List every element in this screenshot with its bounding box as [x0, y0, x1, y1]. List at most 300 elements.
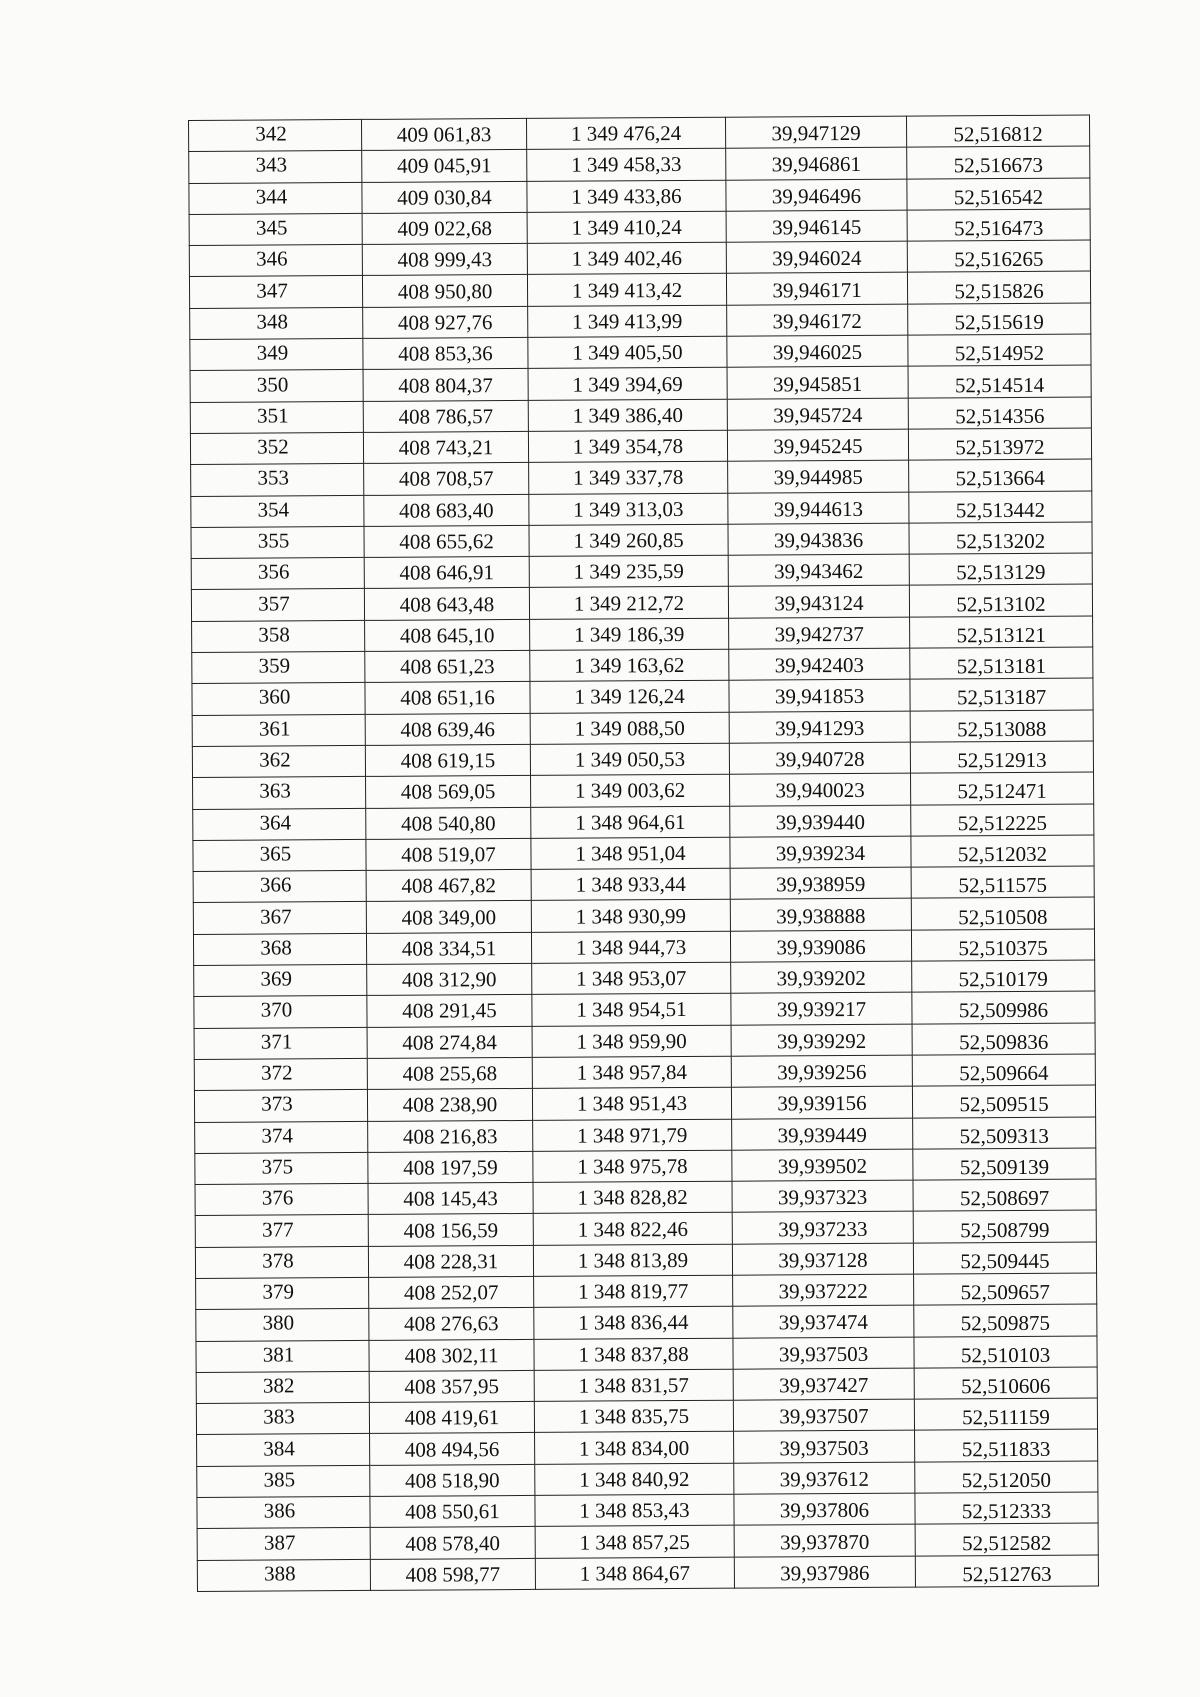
- latitude-cell: [728, 523, 909, 555]
- cell-value: 408 643,48: [399, 591, 495, 617]
- cell-value: 351: [256, 403, 289, 428]
- cell-value: 409 045,91: [396, 153, 492, 179]
- cell-value: 39,939217: [776, 997, 867, 1022]
- cell-value: 1 348 933,44: [575, 872, 686, 897]
- longitude-cell: [912, 960, 1095, 992]
- cell-value: 381: [262, 1342, 295, 1367]
- y-coordinate-cell: [528, 399, 727, 432]
- cell-value: 39,947129: [771, 121, 861, 146]
- cell-value: 408 651,16: [400, 685, 495, 711]
- cell-value: 52,513181: [956, 653, 1047, 679]
- longitude-cell: [914, 1367, 1097, 1399]
- cell-value: 39,943836: [773, 527, 864, 553]
- cell-value: 345: [255, 215, 288, 240]
- longitude-cell: [915, 1555, 1098, 1587]
- longitude-cell: [908, 303, 1091, 335]
- cell-value: 1 349 313,03: [573, 496, 684, 522]
- cell-value: 364: [259, 810, 292, 835]
- longitude-cell: [908, 428, 1091, 460]
- table-row: [189, 271, 1090, 308]
- cell-value: 39,939449: [777, 1122, 867, 1148]
- cell-value: 1 348 964,61: [575, 809, 686, 835]
- table-row: [195, 1148, 1096, 1185]
- longitude-cell: [907, 146, 1090, 178]
- point-number-cell: [192, 714, 365, 746]
- point-number-cell: [193, 902, 366, 934]
- cell-value: 408 302,11: [404, 1342, 499, 1368]
- x-coordinate-cell: [368, 1183, 533, 1215]
- x-coordinate-cell: [363, 400, 528, 432]
- cell-value: 408 786,57: [398, 403, 494, 429]
- table-row: [194, 1085, 1095, 1122]
- table-row: [196, 1336, 1097, 1373]
- cell-value: 1 348 857,25: [579, 1529, 690, 1555]
- table-row: [189, 240, 1090, 277]
- cell-value: 408 683,40: [399, 497, 494, 523]
- longitude-cell: [915, 1492, 1098, 1524]
- point-number-cell: [194, 996, 367, 1028]
- longitude-cell: [908, 365, 1091, 397]
- cell-value: 368: [260, 935, 292, 960]
- table-row: [196, 1398, 1097, 1435]
- table-row: [191, 522, 1092, 559]
- y-coordinate-cell: [533, 1150, 732, 1183]
- x-coordinate-cell: [366, 932, 531, 964]
- cell-value: 52,509836: [958, 1029, 1049, 1055]
- cell-value: 39,943462: [774, 559, 864, 584]
- point-number-cell: [196, 1371, 369, 1403]
- cell-value: 1 348 951,43: [576, 1091, 688, 1116]
- y-coordinate-cell: [530, 743, 729, 776]
- cell-value: 1 348 828,82: [577, 1185, 688, 1210]
- point-number-cell: [195, 1215, 368, 1247]
- latitude-cell: [727, 429, 908, 461]
- latitude-cell: [728, 460, 909, 492]
- cell-value: 408 467,82: [401, 873, 497, 898]
- latitude-cell: [727, 304, 908, 336]
- cell-value: 355: [257, 528, 290, 553]
- point-number-cell: [189, 245, 362, 277]
- cell-value: 374: [261, 1123, 294, 1148]
- cell-value: 1 348 840,92: [579, 1466, 690, 1492]
- latitude-cell: [730, 899, 911, 931]
- cell-value: 52,513202: [955, 528, 1046, 554]
- cell-value: 1 348 944,73: [575, 934, 687, 960]
- y-coordinate-cell: [534, 1338, 733, 1371]
- longitude-cell: [911, 804, 1094, 836]
- point-number-cell: [190, 307, 363, 339]
- point-number-cell: [190, 401, 363, 433]
- cell-value: 1 349 433,86: [571, 183, 682, 209]
- table-row: [193, 804, 1094, 841]
- longitude-cell: [909, 522, 1092, 554]
- latitude-cell: [726, 147, 907, 179]
- cell-value: 52,508799: [960, 1217, 1050, 1242]
- cell-value: 378: [262, 1248, 294, 1273]
- cell-value: 39,939502: [777, 1153, 868, 1179]
- cell-value: 383: [263, 1404, 295, 1429]
- table-row: [193, 929, 1094, 966]
- cell-value: 52,510375: [958, 935, 1048, 961]
- table-row: [192, 741, 1093, 778]
- latitude-cell: [726, 179, 907, 211]
- x-coordinate-cell: [364, 494, 529, 526]
- cell-value: 52,513442: [955, 497, 1046, 523]
- cell-value: 39,939256: [777, 1059, 867, 1085]
- table-row: [192, 710, 1093, 747]
- cell-value: 39,946172: [772, 308, 862, 334]
- cell-value: 408 999,43: [397, 247, 493, 273]
- point-number-cell: [194, 964, 367, 996]
- latitude-cell: [730, 773, 911, 805]
- cell-value: 408 578,40: [405, 1530, 501, 1556]
- cell-value: 408 276,63: [404, 1311, 499, 1337]
- point-number-cell: [195, 1152, 368, 1184]
- cell-value: 1 349 003,62: [574, 778, 686, 804]
- cell-value: 1 349 050,53: [574, 747, 686, 772]
- longitude-cell: [911, 897, 1094, 929]
- cell-value: 366: [259, 872, 292, 897]
- cell-value: 39,939202: [776, 966, 866, 991]
- point-number-cell: [195, 1246, 368, 1278]
- x-coordinate-cell: [362, 150, 527, 182]
- point-number-cell: [193, 933, 366, 965]
- latitude-cell: [732, 1211, 913, 1243]
- cell-value: 377: [261, 1216, 294, 1242]
- longitude-cell: [912, 1023, 1095, 1055]
- point-number-cell: [191, 589, 364, 621]
- longitude-cell: [910, 741, 1093, 773]
- longitude-cell: [914, 1273, 1097, 1305]
- cell-value: 1 348 813,89: [577, 1247, 689, 1273]
- y-coordinate-cell: [529, 587, 728, 620]
- cell-value: 39,939292: [776, 1028, 867, 1054]
- cell-value: 408 228,31: [403, 1248, 499, 1274]
- cell-value: 1 348 930,99: [575, 903, 687, 929]
- cell-value: 361: [258, 716, 291, 741]
- latitude-cell: [734, 1524, 915, 1556]
- cell-value: 52,512763: [962, 1561, 1052, 1587]
- point-number-cell: [193, 839, 366, 871]
- longitude-cell: [915, 1461, 1098, 1493]
- cell-value: 1 348 975,78: [577, 1153, 688, 1179]
- table-row: [197, 1429, 1098, 1466]
- cell-value: 408 197,59: [403, 1155, 498, 1180]
- cell-value: 52,513664: [955, 466, 1045, 491]
- point-number-cell: [190, 339, 363, 371]
- cell-value: 39,939234: [775, 840, 866, 866]
- cell-value: 52,512050: [961, 1467, 1052, 1493]
- y-coordinate-cell: [535, 1432, 734, 1465]
- y-coordinate-cell: [527, 242, 726, 275]
- cell-value: 342: [255, 121, 287, 146]
- longitude-cell: [909, 491, 1092, 523]
- point-number-cell: [194, 1090, 367, 1122]
- cell-value: 1 349 088,50: [574, 715, 685, 741]
- cell-value: 39,939440: [775, 809, 865, 835]
- cell-value: 52,510179: [958, 966, 1048, 992]
- cell-value: 408 804,37: [398, 372, 493, 398]
- latitude-cell: [728, 586, 909, 618]
- table-row: [194, 1054, 1095, 1091]
- cell-value: 39,944613: [773, 496, 864, 522]
- cell-value: 1 349 260,85: [573, 527, 684, 553]
- y-coordinate-cell: [531, 900, 730, 933]
- cell-value: 1 349 337,78: [572, 465, 684, 491]
- cell-value: 39,937612: [779, 1466, 870, 1492]
- latitude-cell: [730, 930, 911, 962]
- point-number-cell: [189, 276, 362, 308]
- cell-value: 39,946145: [771, 214, 862, 240]
- cell-value: 52,513187: [956, 685, 1047, 710]
- cell-value: 39,946024: [772, 246, 862, 271]
- point-number-cell: [191, 495, 364, 527]
- cell-value: 408 494,56: [404, 1436, 500, 1462]
- cell-value: 348: [256, 309, 289, 334]
- table-row: [189, 209, 1090, 246]
- table-row: [193, 835, 1094, 872]
- point-number-cell: [197, 1465, 370, 1497]
- cell-value: 1 348 971,79: [577, 1122, 688, 1148]
- x-coordinate-cell: [369, 1276, 534, 1308]
- longitude-cell: [906, 115, 1089, 147]
- cell-value: 360: [258, 684, 291, 710]
- latitude-cell: [732, 1243, 913, 1275]
- x-coordinate-cell: [365, 682, 530, 714]
- cell-value: 408 312,90: [401, 967, 497, 992]
- cell-value: 52,514952: [954, 340, 1045, 366]
- cell-value: 52,513121: [956, 622, 1046, 648]
- cell-value: 39,945724: [773, 402, 863, 428]
- cell-value: 1 348 822,46: [577, 1216, 688, 1242]
- coordinates-table: [188, 114, 1099, 1591]
- table-row: [190, 365, 1091, 402]
- cell-value: 39,937474: [778, 1310, 869, 1335]
- y-coordinate-cell: [527, 211, 726, 244]
- y-coordinate-cell: [533, 1181, 732, 1214]
- point-number-cell: [193, 777, 366, 809]
- cell-value: 371: [260, 1029, 293, 1054]
- y-coordinate-cell: [535, 1463, 734, 1496]
- cell-value: 52,511159: [962, 1405, 1050, 1430]
- x-coordinate-cell: [362, 275, 527, 307]
- longitude-cell: [909, 584, 1092, 616]
- cell-value: 1 349 413,42: [571, 277, 683, 303]
- longitude-cell: [915, 1523, 1098, 1555]
- table-row: [194, 960, 1095, 997]
- cell-value: 363: [259, 778, 291, 803]
- cell-value: 408 274,84: [402, 1029, 497, 1055]
- x-coordinate-cell: [366, 838, 531, 870]
- cell-value: 52,509875: [960, 1311, 1051, 1336]
- cell-value: 52,509313: [959, 1123, 1049, 1148]
- y-coordinate-cell: [531, 931, 730, 964]
- y-coordinate-cell: [534, 1369, 733, 1402]
- latitude-cell: [733, 1368, 914, 1400]
- y-coordinate-cell: [534, 1306, 733, 1339]
- cell-value: 39,937128: [778, 1247, 868, 1273]
- cell-value: 1 348 837,88: [578, 1341, 689, 1367]
- x-coordinate-cell: [369, 1402, 534, 1434]
- cell-value: 376: [261, 1185, 294, 1210]
- longitude-cell: [914, 1336, 1097, 1368]
- latitude-cell: [734, 1462, 915, 1494]
- latitude-cell: [733, 1337, 914, 1369]
- cell-value: 385: [263, 1467, 296, 1492]
- cell-value: 39,938888: [776, 903, 866, 928]
- latitude-cell: [729, 679, 910, 711]
- cell-value: 408 708,57: [398, 466, 494, 492]
- cell-value: 408 550,61: [405, 1499, 500, 1524]
- cell-value: 52,509986: [958, 998, 1049, 1023]
- cell-value: 384: [263, 1435, 295, 1461]
- cell-value: 408 927,76: [397, 310, 493, 335]
- cell-value: 365: [259, 841, 292, 866]
- longitude-cell: [914, 1398, 1097, 1430]
- x-coordinate-cell: [369, 1339, 534, 1371]
- cell-value: 39,938959: [775, 872, 866, 897]
- cell-value: 39,937806: [779, 1498, 870, 1523]
- y-coordinate-cell: [529, 493, 728, 526]
- cell-value: 408 518,90: [404, 1468, 500, 1493]
- cell-value: 39,946496: [771, 183, 862, 209]
- latitude-cell: [727, 366, 908, 398]
- cell-value: 1 348 831,57: [578, 1372, 689, 1398]
- cell-value: 409 061,83: [396, 122, 492, 147]
- table-row: [191, 584, 1092, 621]
- table-row: [192, 616, 1093, 653]
- y-coordinate-cell: [527, 180, 726, 213]
- point-number-cell: [194, 1027, 367, 1059]
- cell-value: 356: [257, 559, 290, 584]
- latitude-cell: [732, 1180, 913, 1212]
- table-row: [194, 1023, 1095, 1060]
- table-row: [196, 1367, 1097, 1404]
- cell-value: 39,941853: [774, 684, 865, 709]
- longitude-cell: [913, 1179, 1096, 1211]
- cell-value: 347: [256, 278, 288, 303]
- cell-value: 408 238,90: [402, 1092, 498, 1118]
- point-number-cell: [189, 151, 362, 183]
- table-row: [189, 115, 1090, 152]
- latitude-cell: [730, 867, 911, 899]
- cell-value: 39,940728: [775, 746, 865, 772]
- x-coordinate-cell: [368, 1245, 533, 1277]
- point-number-cell: [192, 651, 365, 683]
- latitude-cell: [726, 210, 907, 242]
- latitude-cell: [731, 1055, 912, 1087]
- x-coordinate-cell: [367, 963, 532, 995]
- x-coordinate-cell: [362, 212, 527, 244]
- longitude-cell: [910, 710, 1093, 742]
- table-row: [191, 491, 1092, 528]
- table-row: [194, 991, 1095, 1028]
- table-row: [192, 647, 1093, 684]
- cell-value: 52,516265: [954, 247, 1044, 272]
- latitude-cell: [729, 742, 910, 774]
- table-row: [193, 866, 1094, 903]
- cell-value: 39,945851: [772, 371, 863, 396]
- latitude-cell: [730, 836, 911, 868]
- longitude-cell: [907, 240, 1090, 272]
- point-number-cell: [191, 464, 364, 496]
- table-row: [197, 1555, 1098, 1592]
- longitude-cell: [912, 1054, 1095, 1086]
- cell-value: 1 348 835,75: [578, 1404, 690, 1429]
- longitude-cell: [907, 178, 1090, 210]
- cell-value: 1 348 953,07: [576, 966, 687, 991]
- x-coordinate-cell: [366, 901, 531, 933]
- x-coordinate-cell: [370, 1433, 535, 1465]
- x-coordinate-cell: [368, 1120, 533, 1152]
- latitude-cell: [727, 398, 908, 430]
- cell-value: 382: [262, 1373, 295, 1398]
- cell-value: 359: [258, 653, 291, 678]
- x-coordinate-cell: [365, 744, 530, 776]
- cell-value: 353: [257, 465, 290, 490]
- table-row: [191, 459, 1092, 496]
- x-coordinate-cell: [362, 244, 527, 276]
- point-number-cell: [195, 1184, 368, 1216]
- point-number-cell: [193, 808, 366, 840]
- y-coordinate-cell: [526, 117, 725, 150]
- cell-value: 52,509139: [959, 1154, 1050, 1180]
- table-row: [197, 1492, 1098, 1529]
- latitude-cell: [728, 554, 909, 586]
- cell-value: 375: [261, 1154, 294, 1179]
- longitude-cell: [914, 1304, 1097, 1336]
- y-coordinate-cell: [529, 524, 728, 557]
- cell-value: 52,513129: [956, 560, 1046, 585]
- y-coordinate-cell: [533, 1213, 732, 1246]
- longitude-cell: [915, 1429, 1098, 1461]
- longitude-cell: [908, 397, 1091, 429]
- cell-value: 1 348 864,67: [579, 1560, 691, 1586]
- x-coordinate-cell: [370, 1464, 535, 1496]
- y-coordinate-cell: [530, 618, 729, 651]
- cell-value: 1 349 186,39: [573, 621, 685, 647]
- x-coordinate-cell: [366, 870, 531, 902]
- cell-value: 1 348 834,00: [578, 1435, 690, 1461]
- latitude-cell: [731, 1024, 912, 1056]
- latitude-cell: [732, 1118, 913, 1150]
- x-coordinate-cell: [361, 118, 526, 150]
- cell-value: 39,937986: [780, 1560, 870, 1586]
- cell-value: 1 349 235,59: [573, 559, 684, 584]
- point-number-cell: [197, 1434, 370, 1466]
- cell-value: 380: [262, 1310, 295, 1335]
- cell-value: 52,514514: [954, 372, 1045, 397]
- cell-value: 408 145,43: [403, 1186, 498, 1211]
- cell-value: 1 349 476,24: [570, 121, 682, 146]
- cell-value: 367: [260, 903, 292, 929]
- x-coordinate-cell: [364, 557, 529, 589]
- cell-value: 39,942403: [774, 653, 865, 678]
- y-coordinate-cell: [528, 368, 727, 401]
- y-coordinate-cell: [534, 1275, 733, 1308]
- cell-value: 408 216,83: [402, 1123, 498, 1149]
- longitude-cell: [912, 1085, 1095, 1117]
- table-row: [195, 1116, 1096, 1153]
- latitude-cell: [729, 617, 910, 649]
- cell-value: 408 950,80: [397, 278, 493, 304]
- cell-value: 1 349 163,62: [574, 653, 685, 678]
- cell-value: 39,937503: [778, 1341, 869, 1367]
- longitude-cell: [910, 678, 1093, 710]
- cell-value: 39,939086: [776, 934, 866, 960]
- y-coordinate-cell: [535, 1526, 734, 1559]
- longitude-cell: [913, 1210, 1096, 1242]
